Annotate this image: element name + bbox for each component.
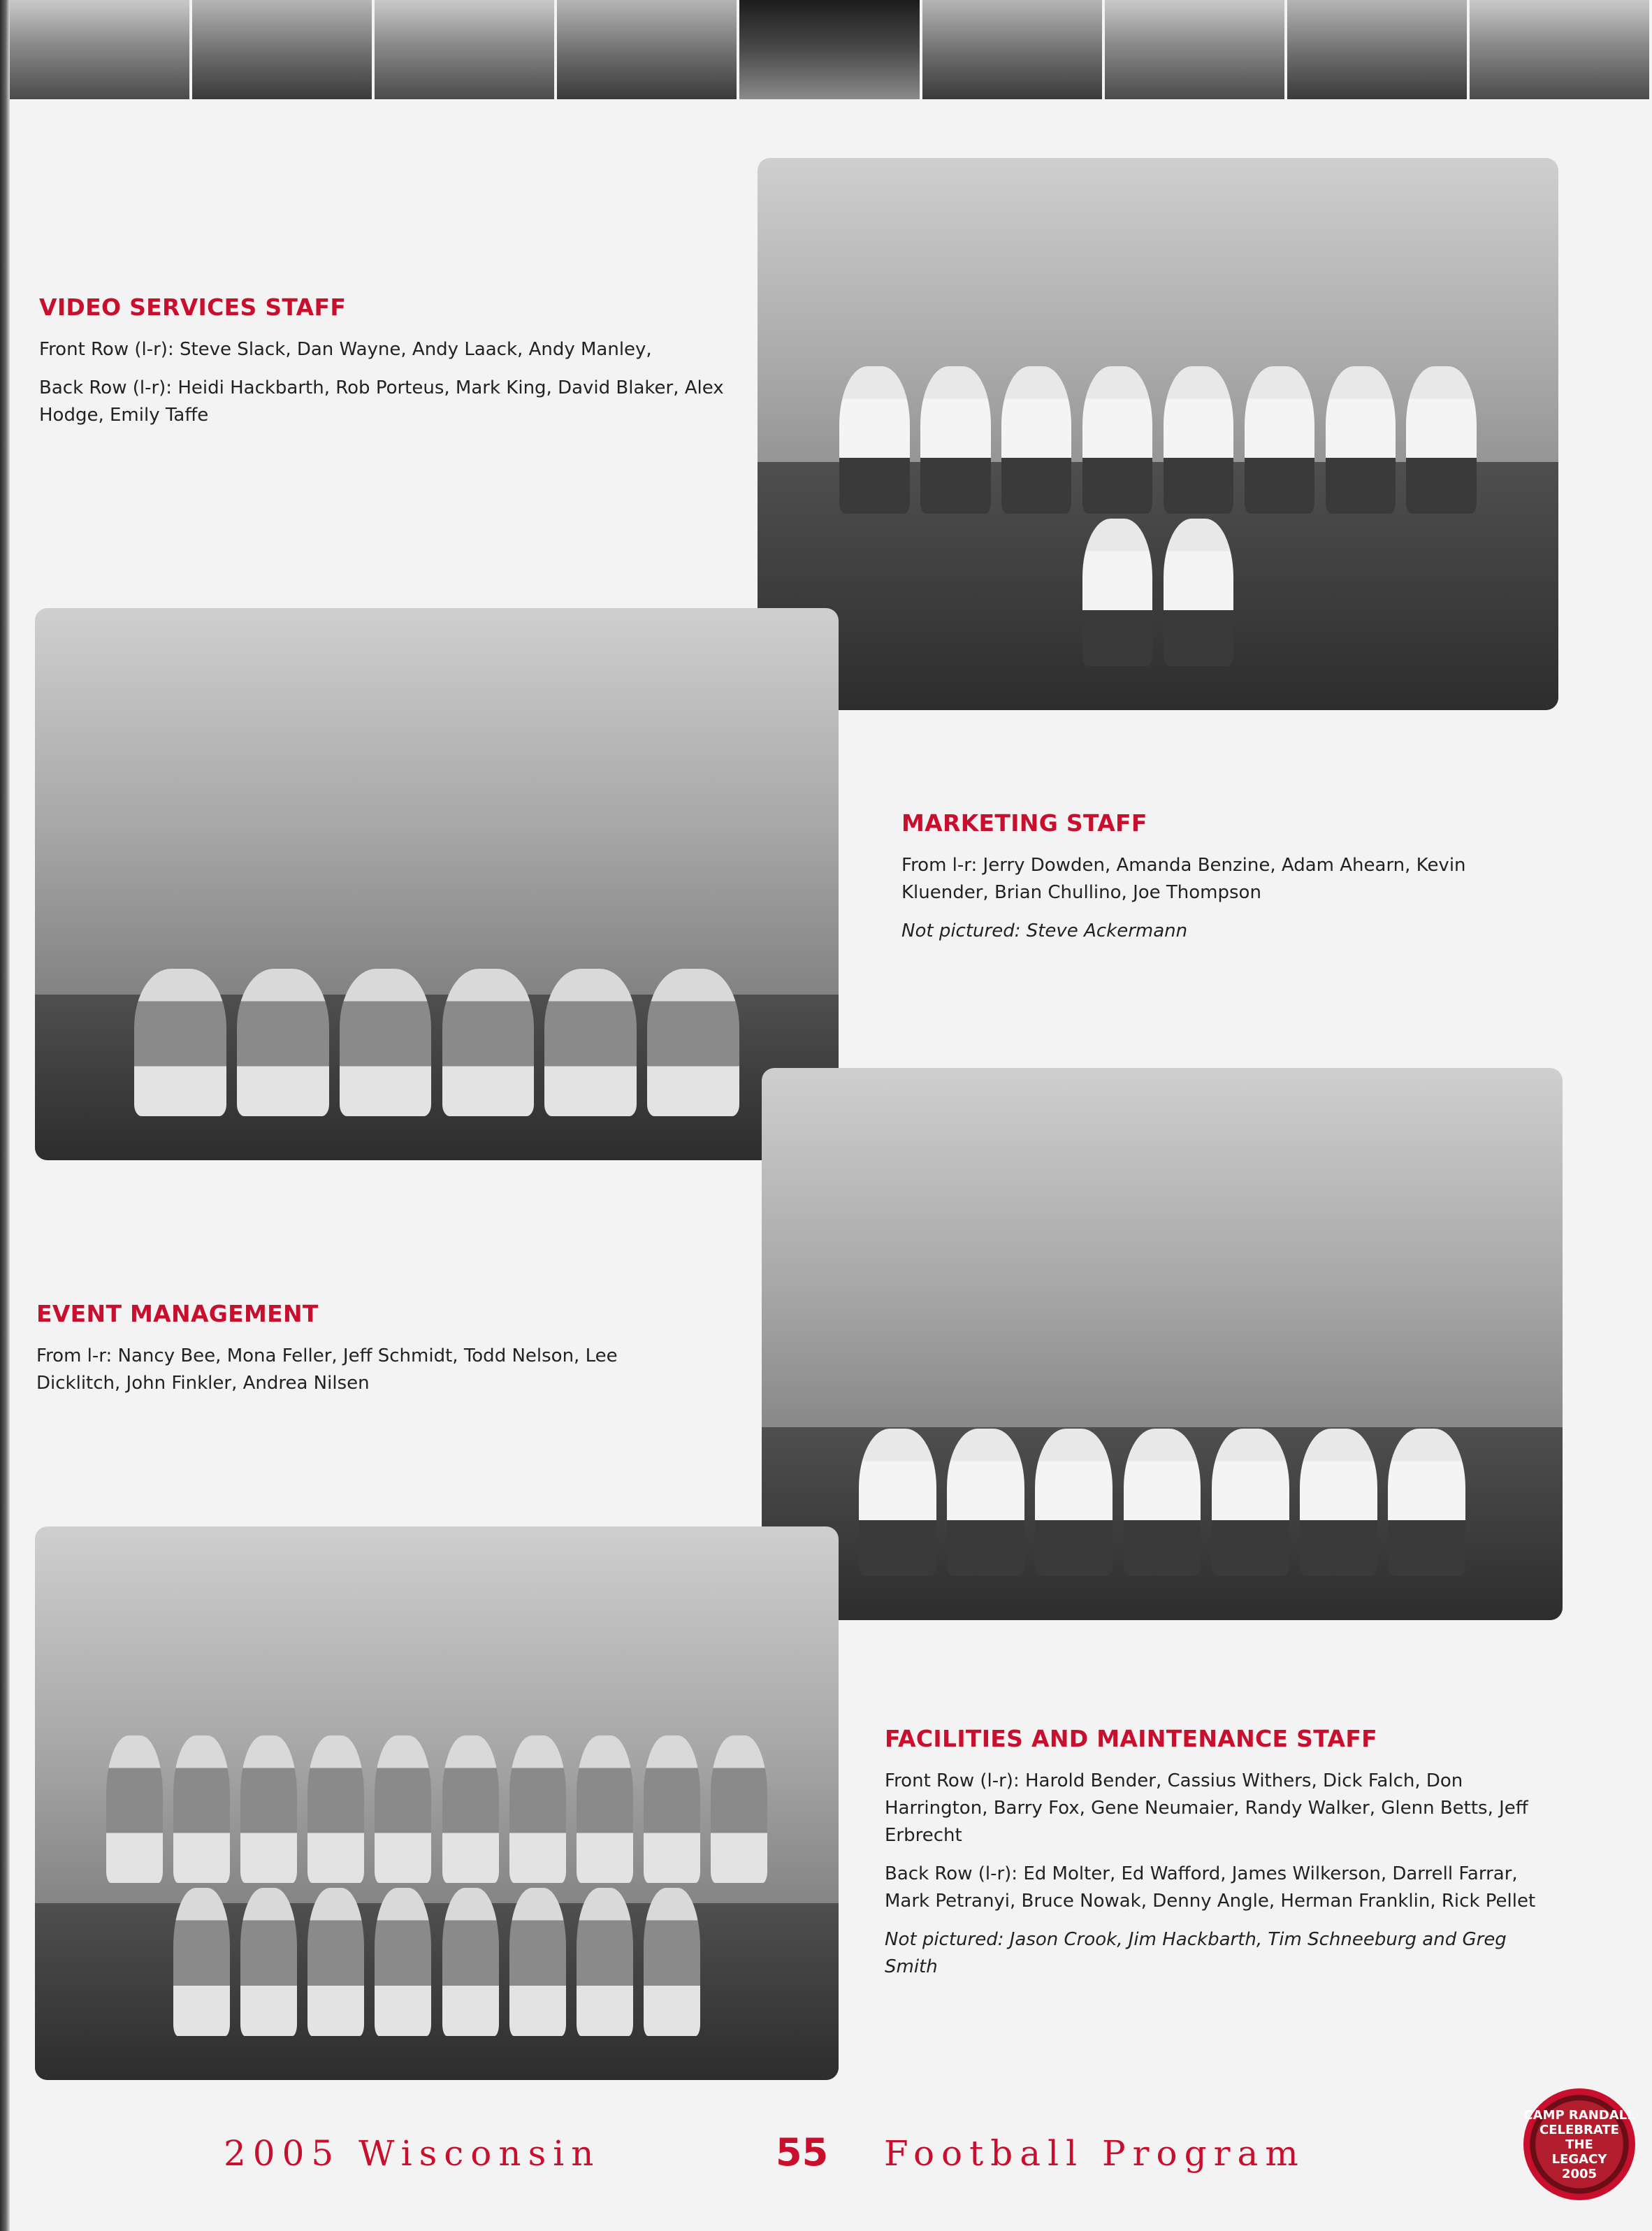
footer-title-right: Football Program [884,2133,1305,2174]
stadium-thumbnail [922,0,1102,99]
marketing-staff-names: From l-r: Jerry Dowden, Amanda Benzine, Adam Ahearn, Kevin Kluender, Brian Chullino, Joe Thompson [901,855,1466,903]
facilities-maintenance-staff-photo [35,1526,839,2080]
stadium-thumbnail [375,0,554,99]
stadium-thumbnail [557,0,737,99]
facilities-staff-front-row: Front Row (l-r): Harold Bender, Cassius Withers, Dick Falch, Don Harrington, Barry Fox, Gene Neumaier, Randy Walker, Glenn Betts, Jeff Erbrecht [885,1770,1528,1846]
logo-line: THE [1565,2137,1593,2152]
stadium-photo-strip [10,0,1652,99]
stadium-thumbnail [739,0,919,99]
stadium-thumbnail [1105,0,1284,99]
marketing-staff-photo [35,608,839,1160]
stadium-thumbnail [10,0,189,99]
stadium-thumbnail [1470,0,1649,99]
facilities-staff-caption [885,1725,1556,1992]
facilities-staff-not-pictured: Not pictured: Jason Crook, Jim Hackbarth, Tim Schneeburg and Greg Smith [885,1929,1507,1977]
event-management-photo [762,1068,1563,1620]
page-spine [0,0,10,2231]
stadium-thumbnail [192,0,372,99]
video-services-front-row: Front Row (l-r): Steve Slack, Dan Wayne, Andy Laack, Andy Manley, [39,339,652,360]
video-services-staff-photo [758,158,1558,710]
logo-line: CELEBRATE [1539,2122,1619,2137]
video-services-caption [39,294,724,440]
marketing-staff-heading: MARKETING STAFF [901,809,1147,837]
video-services-heading: VIDEO SERVICES STAFF [39,294,347,321]
facilities-staff-back-row: Back Row (l-r): Ed Molter, Ed Wafford, James Wilkerson, Darrell Farrar, Mark Petranyi, Bruce Nowak, Denny Angle, Herman Franklin, Rick Pellet [885,1863,1536,1912]
logo-line: CAMP RANDALL [1523,2107,1635,2123]
event-management-caption [36,1300,665,1408]
marketing-staff-caption [901,809,1475,956]
page-footer [224,2130,1305,2174]
footer-title-left: 2005 Wisconsin [224,2133,601,2174]
event-management-heading: EVENT MANAGEMENT [36,1300,319,1327]
camp-randall-celebrate-legacy-logo [1523,2088,1635,2200]
stadium-thumbnail [1287,0,1467,99]
page-number: 55 [776,2130,829,2174]
logo-line: 2005 [1561,2166,1597,2181]
event-management-names: From l-r: Nancy Bee, Mona Feller, Jeff Schmidt, Todd Nelson, Lee Dicklitch, John Finkler, Andrea Nilsen [36,1345,618,1394]
marketing-staff-not-pictured: Not pictured: Steve Ackermann [901,920,1188,941]
video-services-back-row: Back Row (l-r): Heidi Hackbarth, Rob Porteus, Mark King, David Blaker, Alex Hodge, Emily Taffe [39,377,724,426]
facilities-staff-heading: FACILITIES AND MAINTENANCE STAFF [885,1725,1378,1752]
logo-line: LEGACY [1551,2151,1607,2167]
